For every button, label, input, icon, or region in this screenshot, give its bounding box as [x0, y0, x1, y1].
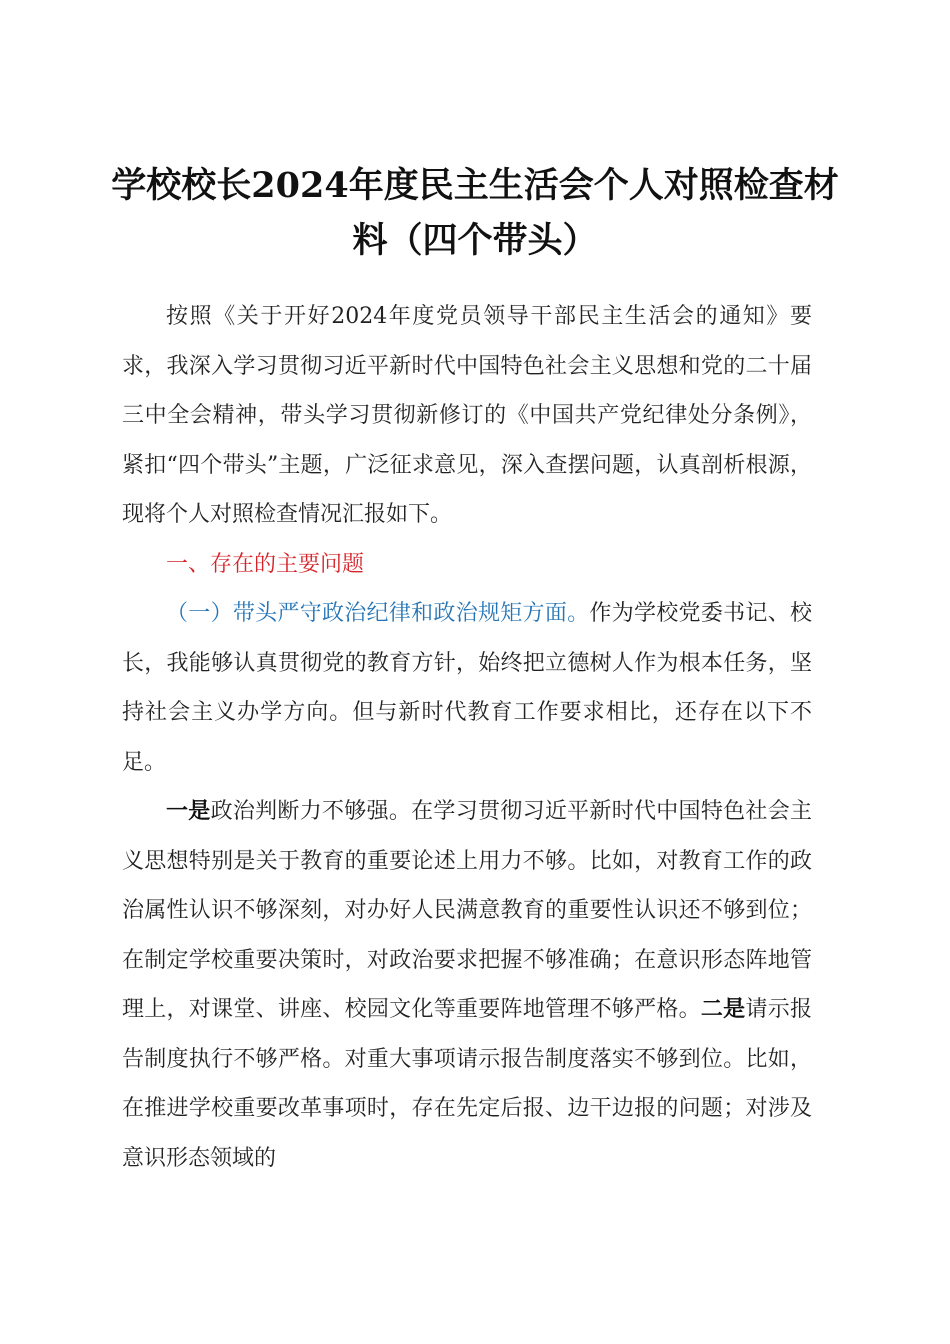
subsection-paragraph — [122, 589, 812, 787]
section-heading-text: 一、存在的主要问题 — [166, 551, 365, 577]
point-1-label: 一是 — [166, 798, 211, 824]
points-paragraph — [122, 787, 812, 1183]
document-body — [122, 292, 812, 1183]
subsection-heading: （一）带头严守政治纪律和政治规矩方面。 — [166, 601, 590, 626]
point-1-text: 政治判断力不够强。在学习贯彻习近平新时代中国特色社会主义思想特别是关于教育的重要论述上用力不够。比如，对教育工作的政治属性认识不够深刻，对办好人民满意教育的重要性认识还不够到位；在制定学校重要决策时，对政治要求把握不够准确；在意识形态阵地管理上，对课堂、讲座、校园文化等重要阵地管理不够严格。 — [122, 799, 812, 1022]
intro-paragraph: 按照《关于开好2024年度党员领导干部民主生活会的通知》要求，我深入学习贯彻习近平新时代中国特色社会主义思想和党的二十届三中全会精神，带头学习贯彻新修订的《中国共产党纪律处分条例》，紧扣“四个带头”主题，广泛征求意见，深入查摆问题，认真剖析根源，现将个人对照检查情况汇报如下。 — [122, 304, 812, 527]
section-heading — [122, 540, 812, 590]
document-title: 学校校长2024年度民主生活会个人对照检查材料（四个带头） — [111, 165, 839, 261]
point-2-label: 二是 — [700, 996, 746, 1022]
point-2-text: 请示报告制度执行不够严格。对重大事项请示报告制度落实不够到位。比如，在推进学校重要改革事项时，存在先定后报、边干边报的问题；对涉及意识形态领域的 — [122, 997, 812, 1171]
subsection-text: 作为学校党委书记、校长，我能够认真贯彻党的教育方针，始终把立德树人作为根本任务，坚持社会主义办学方向。但与新时代教育工作要求相比，还存在以下不足。 — [122, 601, 812, 775]
